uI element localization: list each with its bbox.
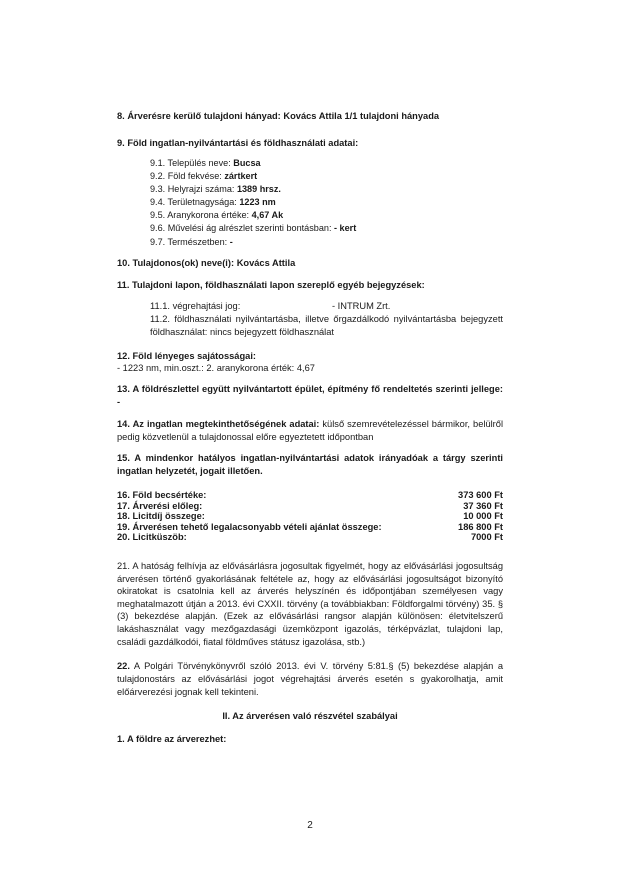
section-12-heading: 12. Föld lényeges sajátosságai: [117, 351, 256, 361]
section-22 [117, 660, 503, 699]
section-11-item-2: 11.2. földhasználati nyilvántartásba, illetve őrgazdálkodó nyilvántartásba bejegyzett földhasználat: nincs bejegyzett földhasználat [150, 314, 503, 337]
fee-row: 16. Föld becsértéke: 373 600 Ft [117, 490, 503, 500]
section-15: 15. A mindenkor hatályos ingatlan-nyilvántartási adatok irányadóak a tárgy szerinti ingatlan helyzetét, jogait illetően. [117, 453, 503, 476]
fees-table [117, 490, 503, 543]
list-item: 9.6. Művelési ág alrészlet szerinti bontásban: - kert [150, 223, 357, 234]
section-14-heading: 14. Az ingatlan megtekinthetőségének adatai: [117, 419, 320, 429]
section-11-heading: 11. Tulajdoni lapon, földhasználati lapon szereplő egyéb bejegyzések: [117, 280, 425, 290]
list-item: 9.3. Helyrajzi száma: 1389 hrsz. [150, 184, 281, 195]
fee-row: 19. Árverésen tehető legalacsonyabb vételi ajánlat összege: 186 800 Ft [117, 521, 503, 532]
section-8 [117, 110, 503, 123]
section-9-heading: 9. Föld ingatlan-nyilvántartási és földhasználati adatai: [117, 138, 359, 148]
section-10 [117, 257, 503, 270]
section-ii-1-heading: 1. A földre az árverezhet: [117, 734, 227, 744]
section-11-item-1-label: 11.1. végrehajtási jog: [150, 301, 241, 311]
section-13 [117, 383, 503, 409]
list-item: 9.2. Föld fekvése: zártkert [150, 171, 258, 182]
list-item: 9.4. Területnagysága: 1223 nm [150, 197, 276, 208]
section-8-label: 8. Árverésre kerülő tulajdoni hányad: [117, 111, 281, 121]
section-ii-title: II. Az árverésen való részvétel szabályai [222, 711, 398, 721]
fee-row: 18. Licitdíj összege: 10 000 Ft [117, 511, 503, 522]
list-item: 9.7. Természetben: - [150, 236, 233, 247]
section-12-text: - 1223 nm, min.oszt.: 2. aranykorona érték: 4,67 [117, 363, 315, 373]
section-13-value: - [117, 397, 121, 407]
section-22-text: A Polgári Törvénykönyvről szóló 2013. évi V. törvény 5:81.§ (5) bekezdése alapján a tulajdonostárs az elővásárlási jogot végrehajtási árverés esetén s gyakorolhatja, amit előárverezési jognak kell tekinteni. [117, 661, 503, 697]
section-11-item-1 [150, 300, 503, 313]
section-13-heading: 13. A földrészlettel együtt nyilvántartott épület, építmény fő rendeltetés szerinti jellege: [117, 384, 503, 394]
section-10-value: Kovács Attila [236, 258, 296, 268]
list-item: 9.1. Település neve: Bucsa [150, 158, 261, 168]
section-14 [117, 418, 503, 444]
section-10-label: 10. Tulajdonos(ok) neve(i): [117, 258, 235, 268]
section-9-list [150, 157, 356, 249]
fee-row: 17. Árverési előleg: 37 360 Ft [117, 500, 503, 511]
page-number: 2 [307, 820, 313, 831]
section-22-number: 22. [117, 661, 130, 671]
section-21: 21. A hatóság felhívja az elővásárlásra jogosultak figyelmét, hogy az elővásárlási jogosultság árverésen történő gyakorlásának feltétele az, hogy az elővásárlási jogosultságot bizonyító okiratokat is csatolnia kell az árverés helyszínén és időpontjában személyesen vagy meghatalmazott útján a 2013. évi CXXII. törvény (a továbbiakban: Földforgalmi törvény) 35. § (3) bekezdése alapján. (Ezek az elővásárlási rangsor alapján különösen: életvitelszerű lakáshasználat vagy mezőgazdasági üzemközpont igazolás, térképvázlat, tulajdoni lap, családi gazdálkodói, fiatal földműves státusz igazolása, stb.) [117, 561, 503, 647]
section-8-value: Kovács Attila 1/1 tulajdoni hányada [283, 111, 440, 121]
fee-row: 20. Licitküszöb: 7000 Ft [117, 532, 503, 543]
list-item: 9.5. Aranykorona értéke: 4,67 Ak [150, 210, 284, 221]
section-14-text: külső szemrevételezéssel bármikor, belülről pedig közvetlenül a tulajdonossal előre egyeztetett időpontban [117, 419, 504, 442]
section-11-item-1-value: - INTRUM Zrt. [332, 301, 391, 311]
